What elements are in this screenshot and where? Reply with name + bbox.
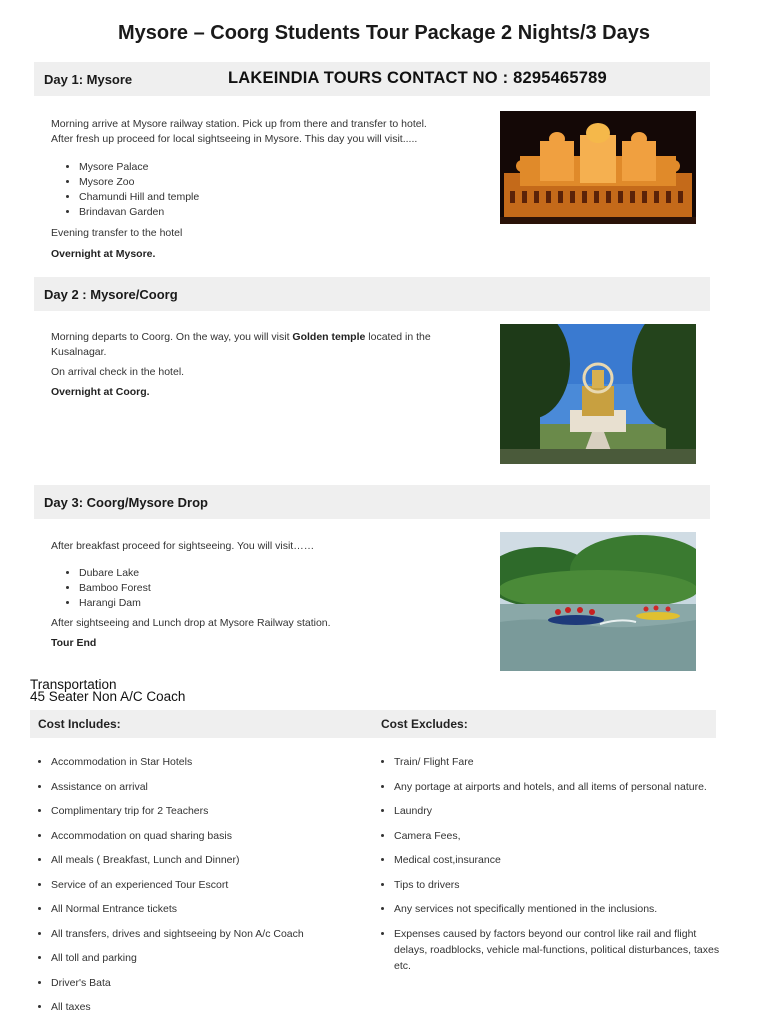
list-item: • Chamundi Hill and temple (79, 190, 199, 205)
list-item: • Complimentary trip for 2 Teachers (51, 803, 381, 819)
day3-header-bar (34, 485, 710, 519)
list-item: • All toll and parking (51, 950, 381, 966)
day3-label: Day 3: Coorg/Mysore Drop (44, 495, 208, 510)
mysore-palace-photo (500, 111, 696, 224)
day1-places-list (51, 160, 199, 220)
day1-header-bar (34, 62, 710, 96)
day2-arrival: On arrival check in the hotel. (51, 366, 185, 378)
cost-header-bar (30, 710, 716, 738)
list-item: • All transfers, drives and sightseeing by Non A/c Coach (51, 926, 381, 942)
list-item: • Service of an experienced Tour Escort (51, 877, 381, 893)
excludes-heading: Cost Excludes: (381, 717, 468, 731)
list-item: • Dubare Lake (79, 566, 151, 581)
day1-label: Day 1: Mysore (44, 72, 133, 87)
list-item: • All taxes (51, 999, 381, 1015)
list-item: • Harangi Dam (79, 596, 151, 611)
list-item: • All Normal Entrance tickets (51, 901, 381, 917)
list-item: • Accommodation in Star Hotels (51, 754, 381, 770)
day3-intro: After breakfast proceed for sightseeing. You will visit…… (51, 540, 315, 552)
list-item: • All meals ( Breakfast, Lunch and Dinner) (51, 852, 381, 868)
day2-intro (51, 330, 481, 360)
day1-intro-line-1: Morning arrive at Mysore railway station. Pick up from there and transfer to hotel. (51, 118, 427, 130)
day2-header-bar (34, 277, 710, 311)
list-item: • Train/ Flight Fare (394, 754, 724, 770)
golden-temple-photo (500, 324, 696, 464)
day2-label: Day 2 : Mysore/Coorg (44, 287, 178, 302)
list-item: • Driver's Bata (51, 975, 381, 991)
includes-heading: Cost Includes: (38, 717, 121, 731)
day2-intro-line-1: Morning departs to Coorg. On the way, you will visit Golden temple located in the (51, 331, 431, 343)
list-item: • Mysore Zoo (79, 175, 199, 190)
list-item: • Tips to drivers (394, 877, 724, 893)
list-item: • Expenses caused by factors beyond our control like rail and flight delays, roadblocks, vehicle mal-functions, political disturbances, taxes etc. (394, 926, 724, 974)
list-item: • Any services not specifically mentioned in the inclusions. (394, 901, 724, 917)
day2-intro-line-2: Kusalnagar. (51, 346, 107, 358)
list-item: • Assistance on arrival (51, 779, 381, 795)
day1-evening: Evening transfer to the hotel (51, 227, 183, 239)
list-item: • Accommodation on quad sharing basis (51, 828, 381, 844)
river-rafting-photo (500, 532, 696, 671)
contact-info: LAKEINDIA TOURS CONTACT NO : 8295465789 (228, 69, 607, 87)
excludes-list (376, 754, 724, 982)
day2-overnight: Overnight at Coorg. (51, 386, 150, 398)
list-item: • Brindavan Garden (79, 205, 199, 220)
transport-label: Transportation (30, 677, 117, 692)
list-item: • Laundry (394, 803, 724, 819)
list-item: • Medical cost,insurance (394, 852, 724, 868)
list-item: • Mysore Palace (79, 160, 199, 175)
day3-after: After sightseeing and Lunch drop at Mysore Railway station. (51, 617, 331, 629)
transport-value: 45 Seater Non A/C Coach (30, 689, 186, 704)
day3-places-list (51, 566, 151, 611)
list-item: • Any portage at airports and hotels, and all items of personal nature. (394, 779, 724, 795)
page-title: Mysore – Coorg Students Tour Package 2 Nights/3 Days (118, 22, 650, 44)
list-item: • Bamboo Forest (79, 581, 151, 596)
day1-intro (51, 117, 481, 147)
day1-overnight: Overnight at Mysore. (51, 248, 156, 260)
list-item: • Camera Fees, (394, 828, 724, 844)
day3-end: Tour End (51, 637, 97, 649)
day1-intro-line-2: After fresh up proceed for local sightseeing in Mysore. This day you will visit..... (51, 133, 418, 145)
includes-list (33, 754, 381, 1024)
